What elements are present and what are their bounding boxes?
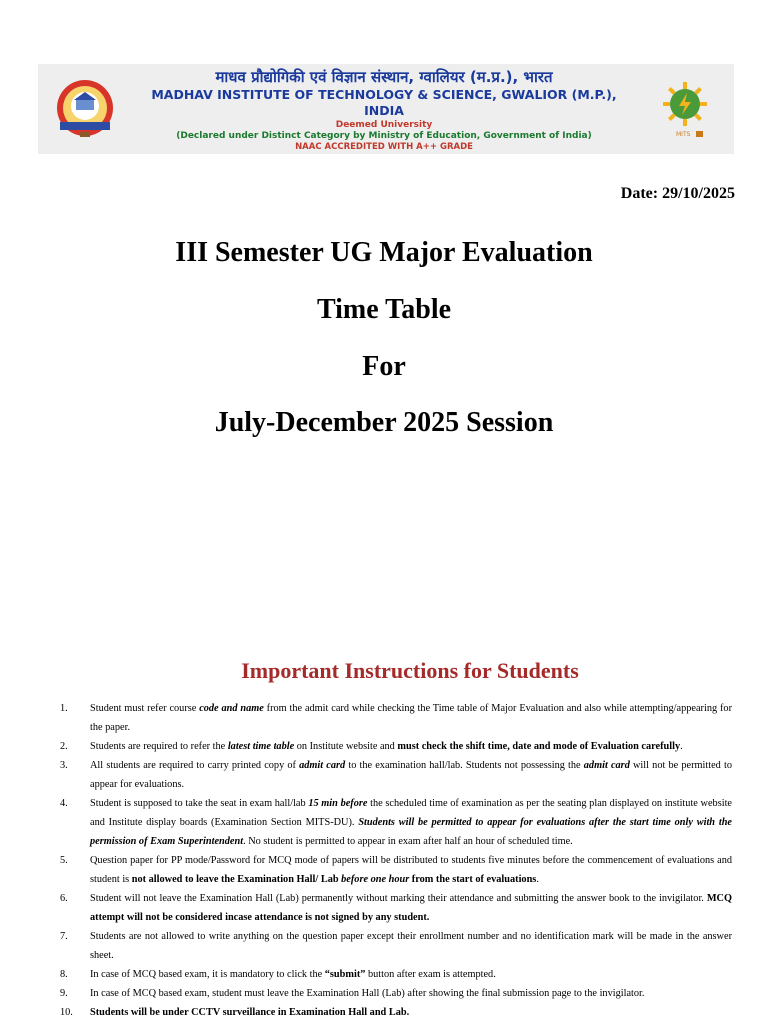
instruction-item (60, 756, 732, 794)
instruction-text: will not be permitted to appear for evaluations. (90, 760, 732, 790)
instructions-list (60, 699, 732, 1022)
institute-name-english: MADHAV INSTITUTE OF TECHNOLOGY & SCIENCE, GWALIOR (M.P.), (151, 87, 617, 102)
instruction-text: . No student is permitted to appear in exam after half an hour of scheduled time. (243, 836, 573, 847)
instructions-heading: Important Instructions for Students (241, 658, 579, 683)
instruction-text: the scheduled time of examination as per the seating plan displayed on institute website and Institute display boards (Examination Section MITS-DU). (90, 798, 732, 828)
instruction-text: 15 min before (308, 798, 368, 809)
instruction-text: Student will not leave the Examination Hall (Lab) permanently without marking their attendance and submitting the answer book to the invigilator. (90, 893, 707, 904)
deemed-university-label: Deemed University (335, 120, 433, 130)
instruction-item (60, 794, 732, 851)
instruction-number: 2. (60, 741, 68, 752)
instruction-text: admit card (299, 760, 346, 771)
naac-label: NAAC ACCREDITED WITH A++ GRADE (295, 142, 473, 152)
declaration-label: (Declared under Distinct Category by Ministry of Education, Government of India) (176, 131, 592, 141)
instruction-text: latest time table (227, 741, 295, 752)
instruction-text: MCQ attempt will not be considered incase attendance is not signed by any student. (90, 893, 732, 923)
instruction-text: . (680, 741, 683, 752)
institute-country: INDIA (364, 103, 404, 118)
mits-logo (652, 78, 718, 140)
title-line-4: July-December 2025 Session (214, 407, 554, 438)
instruction-item (60, 851, 732, 889)
instruction-number: 4. (60, 798, 68, 809)
instruction-text: . (536, 874, 539, 885)
instruction-number: 1. (60, 703, 68, 714)
instruction-item (60, 699, 732, 737)
instruction-text: In case of MCQ based exam, it is mandatory to click the (90, 969, 325, 980)
institute-name-hindi: माधव प्रौद्योगिकी एवं विज्ञान संस्थान, ग्वालियर (म.प्र.), भारत (215, 68, 553, 86)
instruction-text: must check the shift time, date and mode of Evaluation carefully (397, 741, 681, 752)
instruction-item (60, 927, 732, 965)
instruction-item (60, 737, 732, 756)
instruction-text: admit card (583, 760, 630, 771)
instruction-text: on Institute website and (294, 741, 398, 752)
instruction-number: 10. (60, 1007, 73, 1018)
instruction-item (60, 889, 732, 927)
instruction-text: Students are required to refer the (90, 741, 228, 752)
title-line-3: For (362, 351, 406, 382)
document-date: Date: 29/10/2025 (620, 185, 735, 202)
instruction-item (60, 984, 732, 1003)
instruction-number: 6. (60, 893, 68, 904)
instruction-text: before one hour (341, 874, 410, 885)
instruction-text: All students are required to carry printed copy of (90, 760, 300, 771)
instruction-text: Question paper for PP mode/Password for MCQ mode of papers will be distributed to students five minutes before the commencement of evaluations and student is (90, 855, 732, 885)
instruction-text: from the start of evaluations (409, 874, 537, 885)
instruction-text: button after exam is attempted. (365, 969, 496, 980)
title-line-2: Time Table (316, 294, 452, 325)
institute-banner (38, 64, 734, 154)
institute-emblem-logo (52, 78, 118, 140)
svg-text:MITS: MITS (676, 131, 691, 138)
instruction-text: not allowed to leave the Examination Hall/ Lab (131, 874, 342, 885)
instruction-text: Students are not allowed to write anything on the question paper except their enrollment number and no identification mark will be made in the answer sheet. (90, 931, 732, 961)
instruction-item (60, 965, 732, 984)
instruction-text: Students will be under CCTV surveillance in Examination Hall and Lab. (90, 1007, 410, 1018)
instruction-text: “submit” (324, 969, 366, 980)
instruction-text: from the admit card while checking the Time table of Major Evaluation and also while attempting/appearing for the paper. (90, 703, 732, 733)
title-line-1: III Semester UG Major Evaluation (175, 237, 593, 268)
instruction-text: Students will be permitted to appear for evaluations after the start time only with the permission of Exam Superintendent (90, 817, 732, 847)
instruction-number: 8. (60, 969, 68, 980)
instruction-text: Student is supposed to take the seat in exam hall/lab (90, 798, 309, 809)
instruction-number: 5. (60, 855, 68, 866)
instruction-text: In case of MCQ based exam, student must leave the Examination Hall (Lab) after showing the final submission page to the invigilator. (90, 988, 645, 999)
instruction-item (60, 1003, 732, 1022)
instruction-text: Student must refer course (90, 703, 200, 714)
instruction-number: 9. (60, 988, 68, 999)
instruction-text: code and name (199, 703, 264, 714)
instruction-number: 3. (60, 760, 68, 771)
instruction-text: to the examination hall/lab. Students not possessing the (345, 760, 584, 771)
instruction-number: 7. (60, 931, 68, 942)
